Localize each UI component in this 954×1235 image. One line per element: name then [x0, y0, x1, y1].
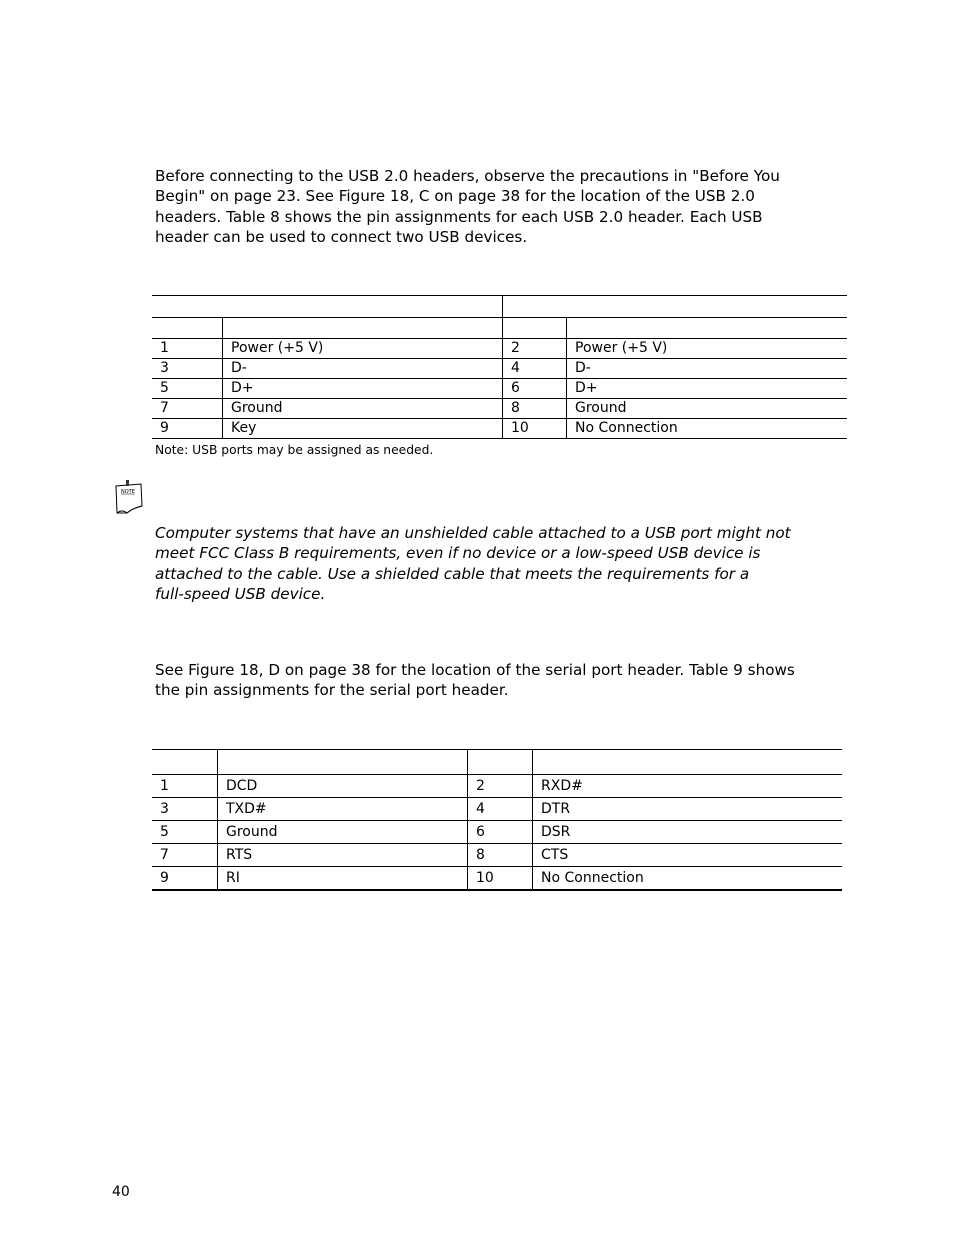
table-row: 5 D+ 6 D+	[152, 379, 847, 399]
table-row: 7 RTS 8 CTS	[152, 844, 842, 867]
table-row: 3 D- 4 D-	[152, 359, 847, 379]
text-line: See Figure 18, D on page 38 for the location of the serial port header. Table 9 shows	[155, 661, 795, 679]
text-line: Begin" on page 23. See Figure 18, C on page 38 for the location of the USB 2.0	[155, 187, 755, 206]
usb-header-pin-table	[152, 295, 847, 439]
table-row: 5 Ground 6 DSR	[152, 821, 842, 844]
table-note: Note: USB ports may be assigned as needed.	[155, 443, 434, 457]
text-line: header can be used to connect two USB devices.	[155, 227, 528, 246]
text-line: the pin assignments for the serial port header.	[155, 681, 509, 700]
text-line: meet FCC Class B requirements, even if no device or a low-speed USB device is	[155, 544, 761, 563]
table-row: 9 RI 10 No Connection	[152, 867, 842, 891]
table-row: 1 DCD 2 RXD#	[152, 775, 842, 798]
table-row: 1 Power (+5 V) 2 Power (+5 V)	[152, 339, 847, 359]
text-line: attached to the cable. Use a shielded cable that meets the requirements for a	[155, 564, 750, 583]
page-number: 40	[112, 1184, 130, 1200]
table-header-row	[152, 318, 847, 339]
table-row: 9 Key 10 No Connection	[152, 419, 847, 439]
svg-text:NOTE: NOTE	[121, 489, 135, 495]
usb-intro-paragraph	[155, 166, 835, 247]
text-line: headers. Table 8 shows the pin assignments for each USB 2.0 header. Each USB	[155, 207, 763, 226]
table-row: 3 TXD# 4 DTR	[152, 798, 842, 821]
text-line: Computer systems that have an unshielded cable attached to a USB port might not	[155, 524, 791, 542]
table-row: 7 Ground 8 Ground	[152, 399, 847, 419]
table-title-row	[152, 296, 847, 318]
table-header-row	[152, 750, 842, 775]
fcc-note-text	[155, 523, 835, 604]
text-line: Before connecting to the USB 2.0 headers, observe the precautions in "Before You	[155, 167, 780, 185]
text-line: full-speed USB device.	[155, 584, 326, 603]
note-icon	[113, 479, 145, 517]
serial-intro-paragraph	[155, 660, 855, 701]
serial-port-pin-table	[152, 749, 842, 891]
